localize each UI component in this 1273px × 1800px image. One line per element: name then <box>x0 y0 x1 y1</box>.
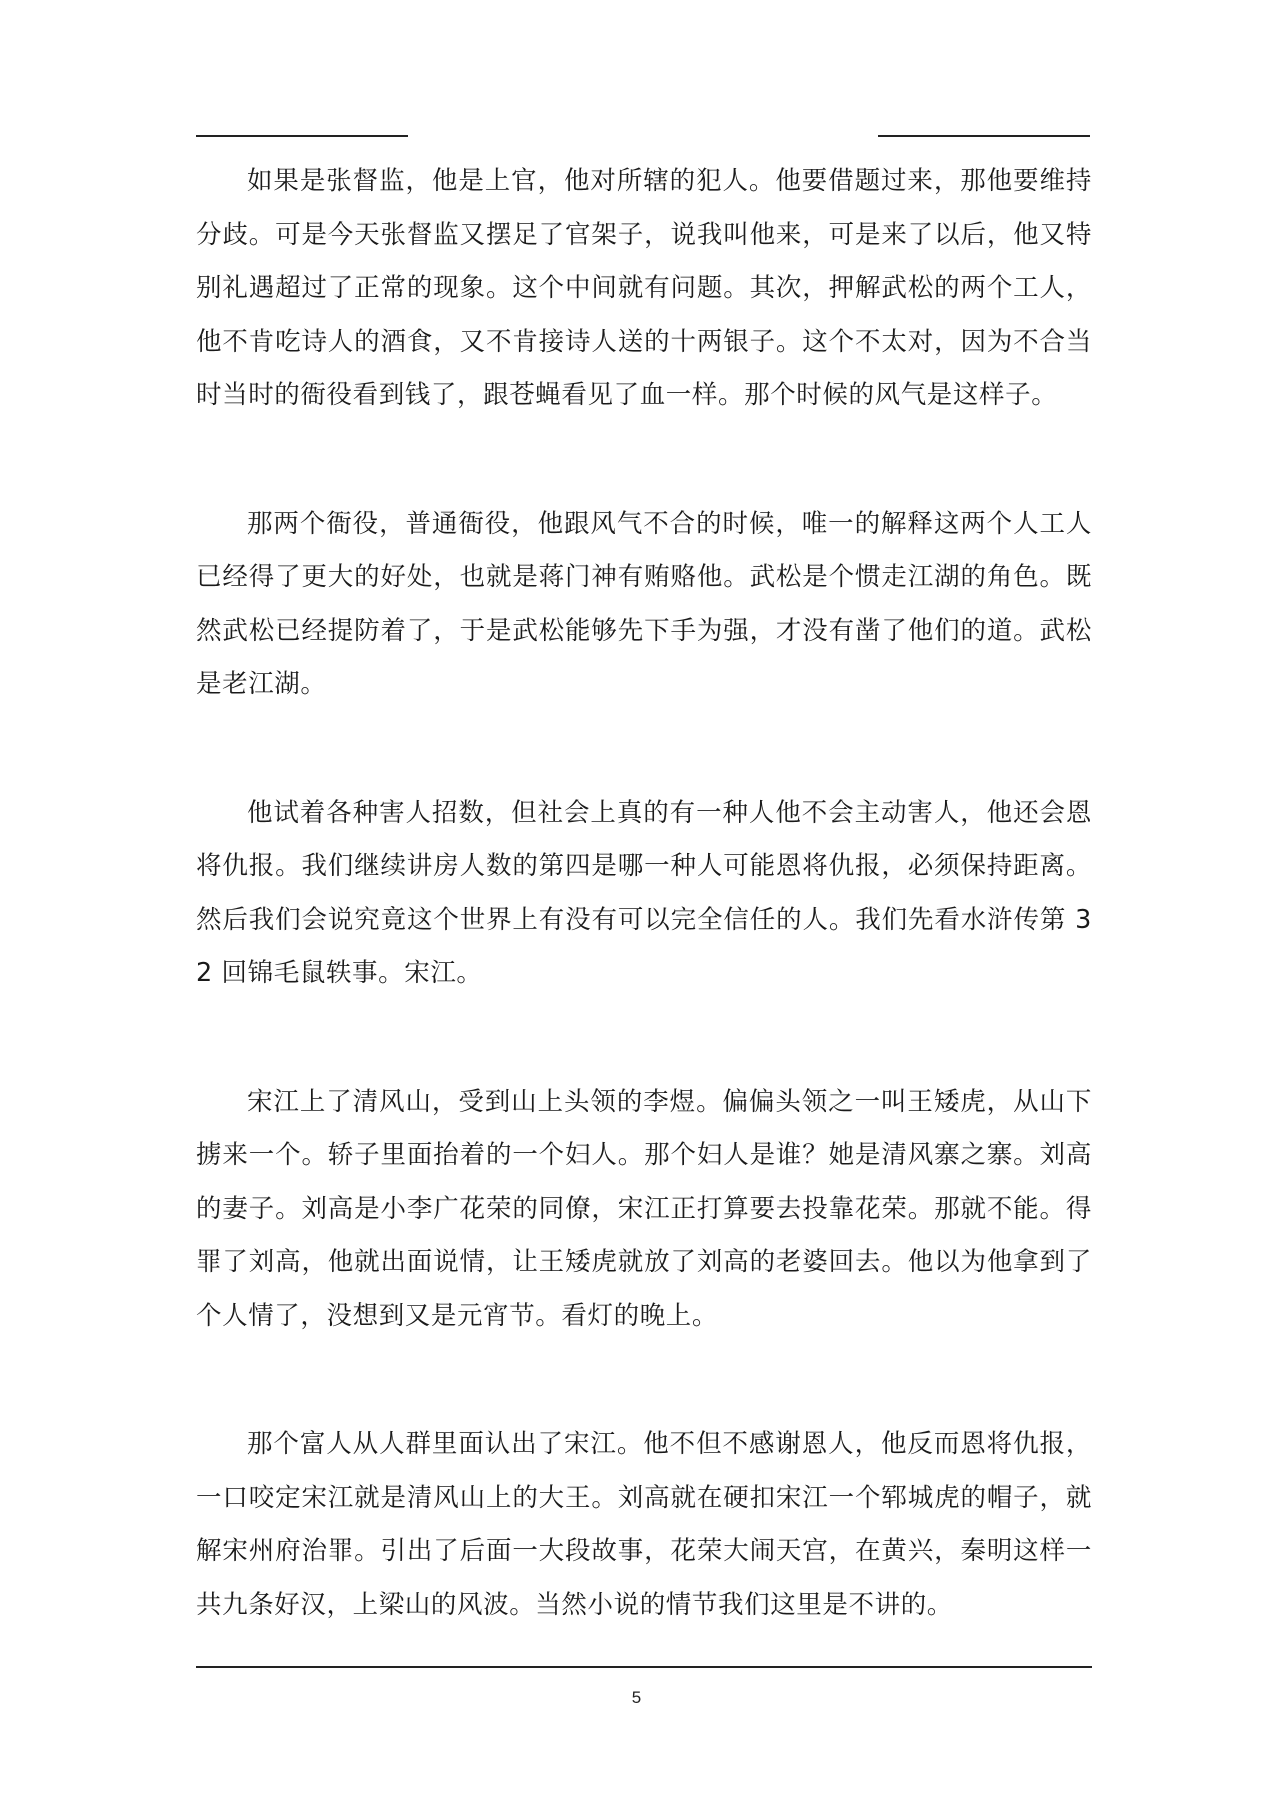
header-rule-left <box>196 135 408 137</box>
paragraph: 如果是张督监，他是上官，他对所辖的犯人。他要借题过来，那他要维持分歧。可是今天张督监又摆足了官架子，说我叫他来，可是来了以后，他又特别礼遇超过了正常的现象。这个中间就有问题。其次，押解武松的两个工人，他不肯吃诗人的酒食，又不肯接诗人送的十两银子。这个不太对，因为不合当时当时的衙役看到钱了，跟苍蝇看见了血一样。那个时候的风气是这样子。 <box>196 166 1092 410</box>
paragraph: 那两个衙役，普通衙役，他跟风气不合的时候，唯一的解释这两个人工人已经得了更大的好处，也就是蒋门神有贿赂他。武松是个惯走江湖的角色。既然武松已经提防着了，于是武松能够先下手为强，才没有凿了他们的道。武松是老江湖。 <box>196 508 1092 699</box>
paragraph: 他试着各种害人招数，但社会上真的有一种人他不会主动害人，他还会恩将仇报。我们继续讲房人数的第四是哪一种人可能恩将仇报，必须保持距离。然后我们会说究竟这个世界上有没有可以完全信任的人。我们先看水浒传第 32 回锦毛鼠轶事。宋江。 <box>196 797 1092 988</box>
footer-rule <box>196 1666 1092 1668</box>
document-body <box>196 155 1092 1632</box>
paragraph: 宋江上了清风山，受到山上头领的李煜。偏偏头领之一叫王矮虎，从山下掳来一个。轿子里面抬着的一个妇人。那个妇人是谁？她是清风寨之寨。刘高的妻子。刘高是小李广花荣的同僚，宋江正打算要去投靠花荣。那就不能。得罪了刘高，他就出面说情，让王矮虎就放了刘高的老婆回去。他以为他拿到了个人情了，没想到又是元宵节。看灯的晚上。 <box>196 1086 1092 1331</box>
header-rule-right <box>878 135 1090 137</box>
page-number: 5 <box>631 1688 642 1707</box>
paragraph: 那个富人从人群里面认出了宋江。他不但不感谢恩人，他反而恩将仇报，一口咬定宋江就是清风山上的大王。刘高就在硬扣宋江一个郓城虎的帽子，就解宋州府治罪。引出了后面一大段故事，花荣大闹天宫，在黄兴，秦明这样一共九条好汉，上梁山的风波。当然小说的情节我们这里是不讲的。 <box>196 1429 1092 1620</box>
